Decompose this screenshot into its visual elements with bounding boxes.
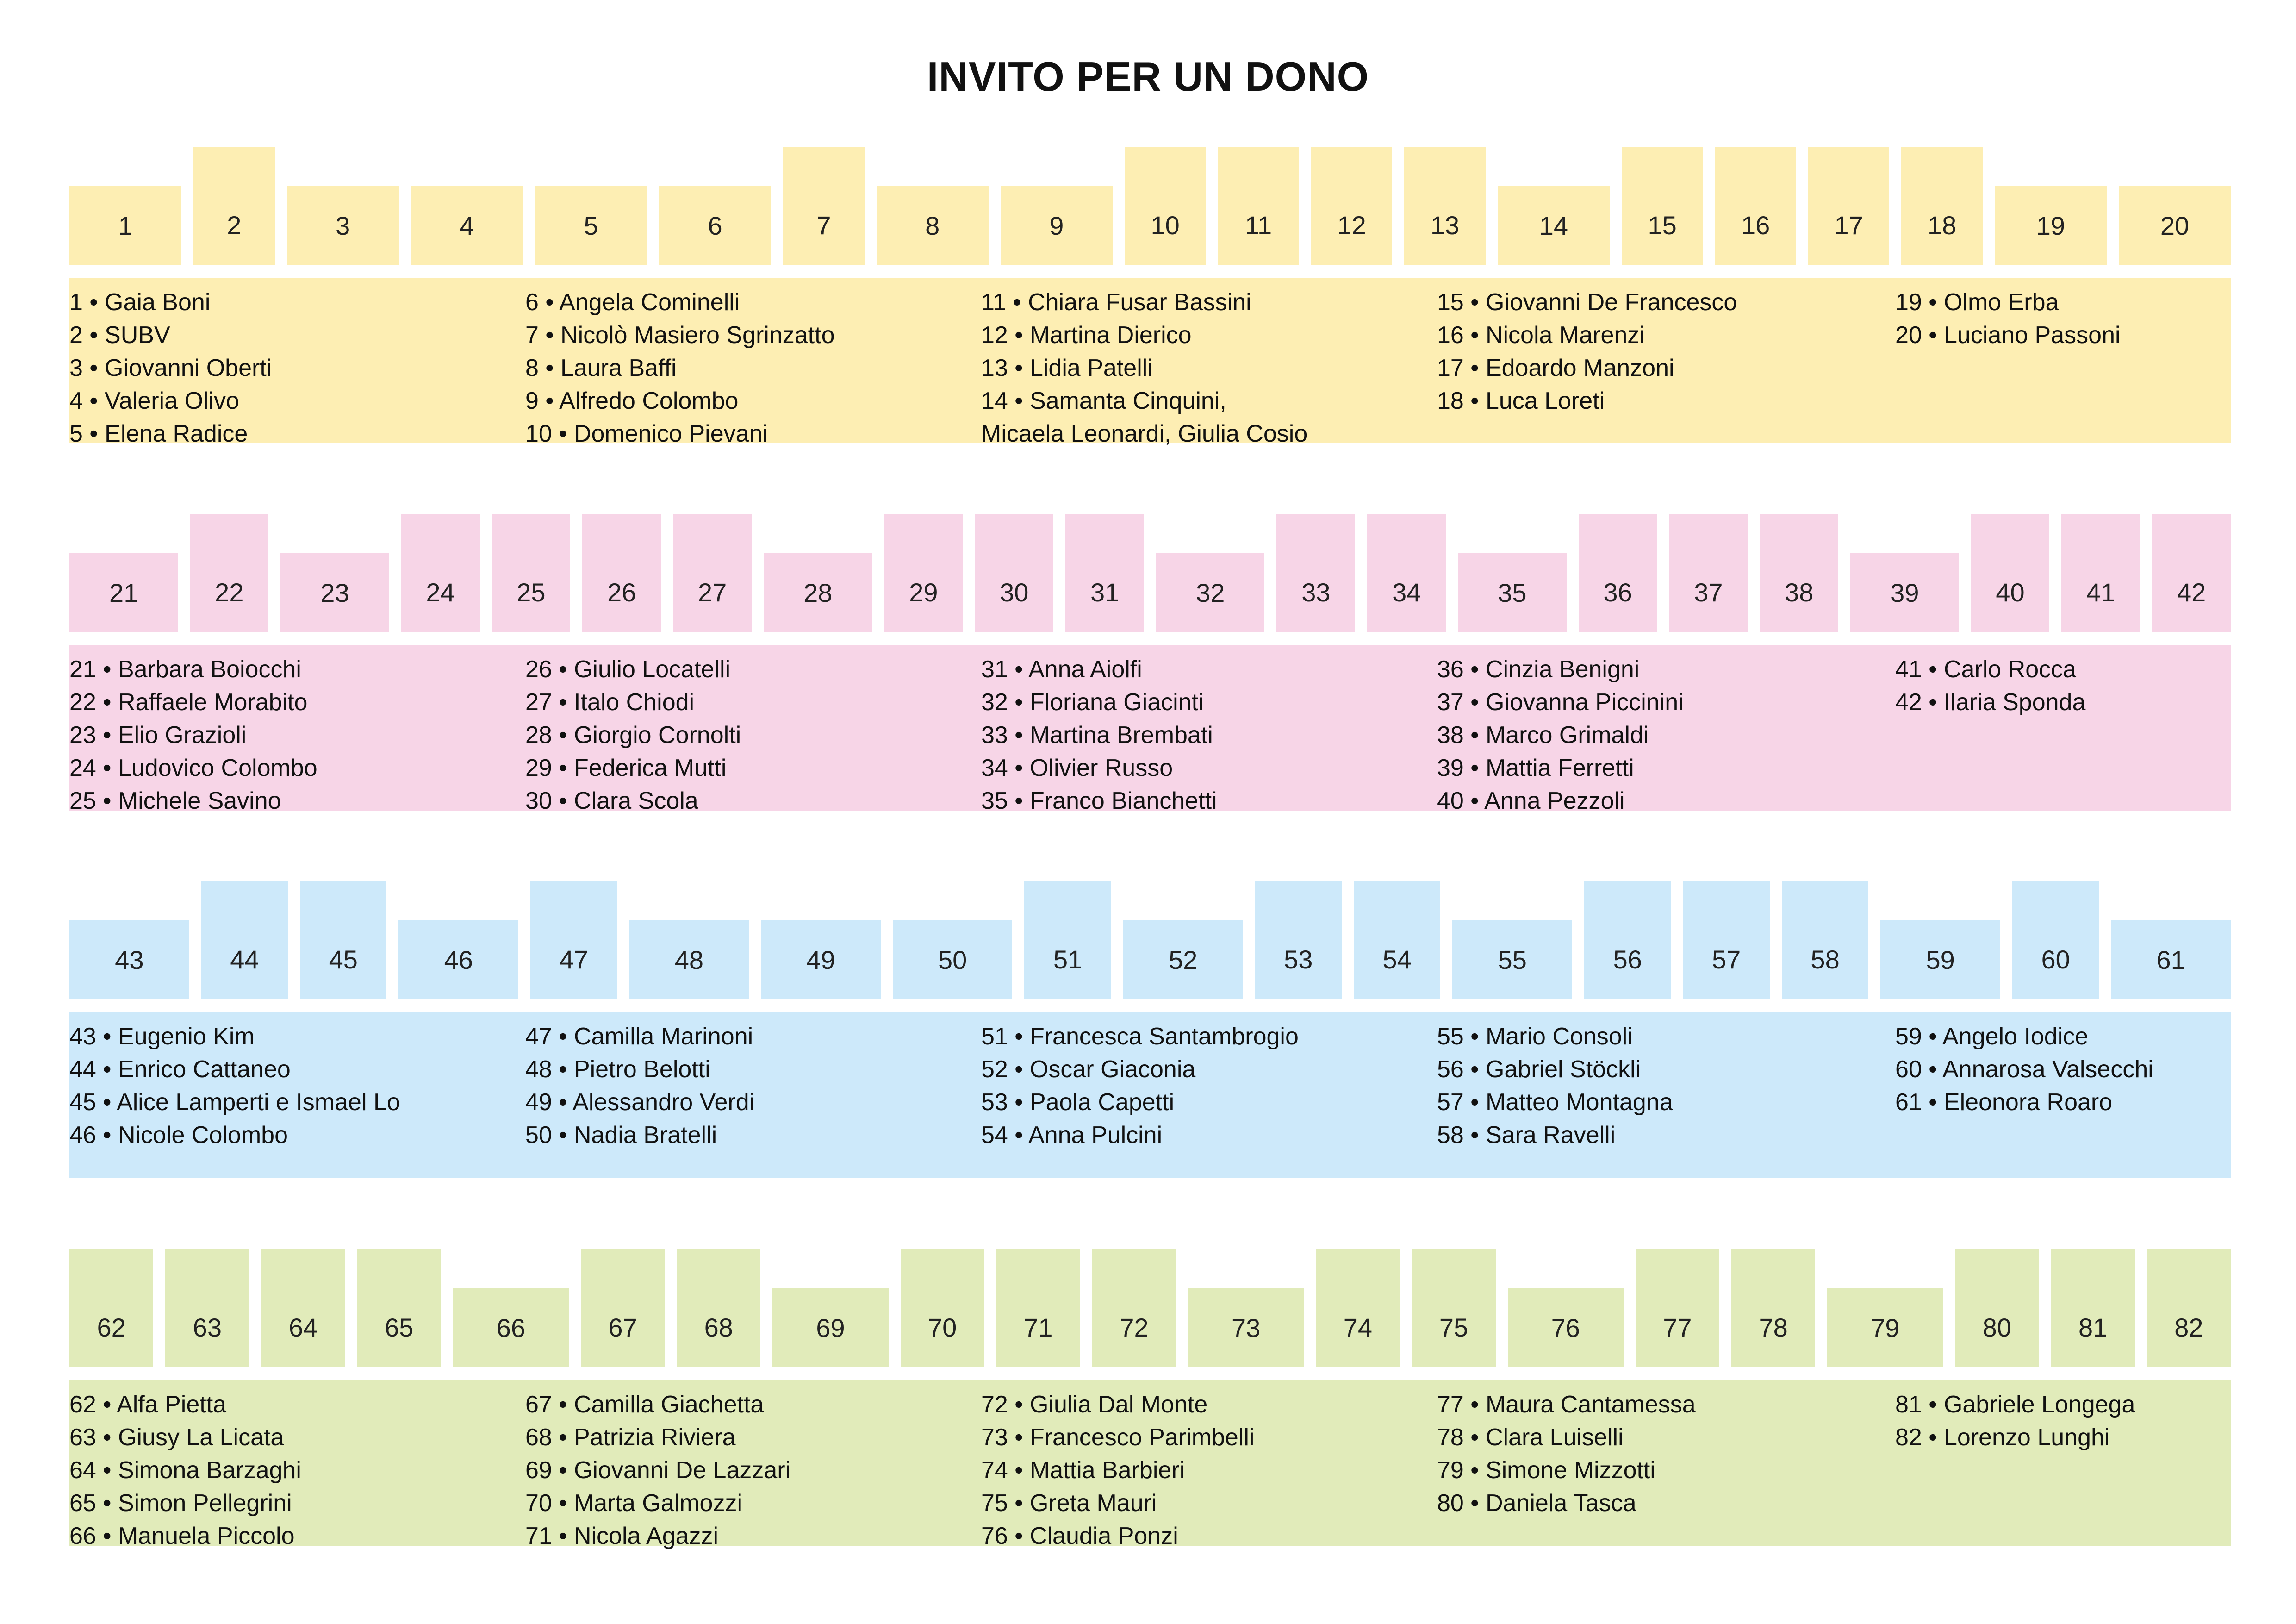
gift-box-number: 41 <box>2086 578 2116 607</box>
name-entry: 40 • Anna Pezzoli <box>1437 787 1625 814</box>
gift-box-number: 65 <box>385 1313 414 1342</box>
name-entry: 14 • Samanta Cinquini, <box>981 387 1226 414</box>
gift-box-number: 4 <box>460 211 474 240</box>
gift-box-number: 7 <box>816 211 831 240</box>
gift-box-37 <box>1669 514 1748 632</box>
gift-box-32 <box>1156 553 1264 632</box>
gift-box-number: 13 <box>1430 211 1460 240</box>
name-entry: 48 • Pietro Belotti <box>525 1056 710 1083</box>
gift-box-20 <box>2119 186 2231 265</box>
name-column <box>1895 1388 2135 1454</box>
gift-box-number: 38 <box>1785 578 1814 607</box>
gift-box-number: 66 <box>496 1313 526 1343</box>
name-entry: 11 • Chiara Fusar Bassini <box>981 289 1251 316</box>
gift-box-number: 51 <box>1053 945 1083 974</box>
gift-box-2 <box>193 147 274 265</box>
name-entry: 58 • Sara Ravelli <box>1437 1122 1616 1149</box>
name-entry: 19 • Olmo Erba <box>1895 289 2059 316</box>
gift-box-number: 14 <box>1539 211 1568 240</box>
name-entry: 23 • Elio Grazioli <box>69 722 247 749</box>
name-entry: 33 • Martina Brembati <box>981 722 1213 749</box>
gift-box-number: 43 <box>115 945 144 974</box>
name-column <box>1895 653 2085 719</box>
name-entry: 18 • Luca Loreti <box>1437 387 1605 414</box>
gift-box-number: 18 <box>1927 211 1957 240</box>
name-entry: 52 • Oscar Giaconia <box>981 1056 1196 1083</box>
gift-box-number: 56 <box>1613 945 1642 974</box>
name-list-band <box>69 1380 2231 1549</box>
gift-box-number: 47 <box>559 945 588 974</box>
gift-box-28 <box>764 553 872 632</box>
gift-box-number: 35 <box>1498 578 1527 607</box>
name-entry: 78 • Clara Luiselli <box>1437 1424 1624 1451</box>
gift-box-number: 10 <box>1151 211 1180 240</box>
name-entry: 9 • Alfredo Colombo <box>525 387 739 414</box>
gift-box-14 <box>1498 186 1610 265</box>
gift-box-25 <box>492 514 571 632</box>
name-entry: 54 • Anna Pulcini <box>981 1122 1163 1149</box>
name-column <box>981 286 1307 450</box>
gift-box-5 <box>535 186 647 265</box>
name-entry: 77 • Maura Cantamessa <box>1437 1391 1696 1418</box>
gift-box-63 <box>165 1249 249 1367</box>
name-list-band <box>69 278 2231 447</box>
gift-box-33 <box>1276 514 1355 632</box>
gift-box-number: 64 <box>288 1313 318 1342</box>
name-entry: 27 • Italo Chiodi <box>525 689 695 716</box>
gift-box-number: 37 <box>1694 578 1723 607</box>
gift-box-number: 23 <box>320 578 349 607</box>
gift-box-10 <box>1125 147 1206 265</box>
gift-box-62 <box>69 1249 153 1367</box>
gift-box-number: 57 <box>1712 945 1741 974</box>
gift-box-3 <box>287 186 399 265</box>
gift-box-27 <box>673 514 752 632</box>
gift-box-number: 48 <box>674 945 704 974</box>
name-entry: 17 • Edoardo Manzoni <box>1437 355 1674 381</box>
name-entry: 41 • Carlo Rocca <box>1895 656 2077 683</box>
name-entry: 57 • Matteo Montagna <box>1437 1089 1673 1116</box>
gift-box-48 <box>629 920 749 999</box>
gift-box-76 <box>1508 1288 1624 1367</box>
gift-box-64 <box>261 1249 345 1367</box>
gift-box-57 <box>1683 881 1769 999</box>
gift-box-number: 68 <box>704 1313 733 1342</box>
gift-box-number: 40 <box>1996 578 2025 607</box>
gift-box-17 <box>1808 147 1889 265</box>
name-entry: 45 • Alice Lamperti e Ismael Lo <box>69 1089 400 1116</box>
name-entry: 55 • Mario Consoli <box>1437 1023 1633 1050</box>
gift-box-65 <box>357 1249 441 1367</box>
page-title: INVITO PER UN DONO <box>927 54 1369 100</box>
gift-box-number: 21 <box>109 578 138 607</box>
gift-box-23 <box>280 553 389 632</box>
gift-box-44 <box>201 881 288 999</box>
gift-box-number: 31 <box>1090 578 1120 607</box>
name-entry: 59 • Angelo Iodice <box>1895 1023 2089 1050</box>
gift-box-number: 46 <box>444 945 473 974</box>
gift-box-row <box>69 879 2231 999</box>
gift-box-50 <box>893 920 1013 999</box>
gift-box-49 <box>761 920 881 999</box>
gift-box-30 <box>975 514 1053 632</box>
gift-box-68 <box>677 1249 760 1367</box>
gift-box-1 <box>69 186 181 265</box>
name-entry: 43 • Eugenio Kim <box>69 1023 255 1050</box>
gift-box-42 <box>2152 514 2231 632</box>
gift-box-54 <box>1354 881 1440 999</box>
name-entry: 61 • Eleonora Roaro <box>1895 1089 2113 1116</box>
name-column <box>69 653 317 818</box>
name-entry: 28 • Giorgio Cornolti <box>525 722 741 749</box>
name-entry: 22 • Raffaele Morabito <box>69 689 308 716</box>
name-entry: 24 • Ludovico Colombo <box>69 755 317 781</box>
gift-box-number: 81 <box>2078 1313 2108 1342</box>
gift-box-number: 28 <box>803 578 833 607</box>
gift-box-number: 82 <box>2174 1313 2203 1342</box>
gift-box-number: 32 <box>1196 578 1225 607</box>
name-entry: 15 • Giovanni De Francesco <box>1437 289 1737 316</box>
gift-box-number: 11 <box>1245 211 1272 240</box>
name-entry: 51 • Francesca Santambrogio <box>981 1023 1299 1050</box>
gift-box-number: 67 <box>608 1313 637 1342</box>
name-entry: Micaela Leonardi, Giulia Cosio <box>981 420 1308 447</box>
gift-box-number: 33 <box>1301 578 1331 607</box>
gift-box-4 <box>411 186 523 265</box>
gift-box-number: 22 <box>215 578 244 607</box>
name-column <box>525 653 741 818</box>
gift-box-number: 25 <box>516 578 546 607</box>
name-entry: 81 • Gabriele Longega <box>1895 1391 2135 1418</box>
name-column <box>1437 653 1684 818</box>
name-entry: 53 • Paola Capetti <box>981 1089 1175 1116</box>
gift-box-number: 61 <box>2156 945 2185 974</box>
name-entry: 37 • Giovanna Piccinini <box>1437 689 1684 716</box>
gift-box-6 <box>659 186 771 265</box>
gift-box-9 <box>1001 186 1113 265</box>
gift-box-number: 54 <box>1382 945 1412 974</box>
name-column <box>69 1020 400 1152</box>
gift-box-13 <box>1404 147 1485 265</box>
name-entry: 12 • Martina Dierico <box>981 322 1192 349</box>
gift-box-number: 59 <box>1926 945 1955 974</box>
gift-box-number: 9 <box>1049 211 1064 240</box>
name-entry: 26 • Giulio Locatelli <box>525 656 731 683</box>
name-entry: 79 • Simone Mizzotti <box>1437 1457 1655 1484</box>
gift-box-number: 73 <box>1232 1313 1261 1343</box>
name-entry: 60 • Annarosa Valsecchi <box>1895 1056 2153 1083</box>
name-entry: 56 • Gabriel Stöckli <box>1437 1056 1641 1083</box>
name-entry: 32 • Floriana Giacinti <box>981 689 1204 716</box>
gift-box-74 <box>1316 1249 1400 1367</box>
gift-box-number: 72 <box>1120 1313 1149 1342</box>
gift-box-21 <box>69 553 178 632</box>
gift-box-69 <box>772 1288 888 1367</box>
name-entry: 2 • SUBV <box>69 322 170 349</box>
gift-box-number: 19 <box>2036 211 2066 240</box>
name-entry: 7 • Nicolò Masiero Sgrinzatto <box>525 322 835 349</box>
name-entry: 80 • Daniela Tasca <box>1437 1490 1636 1517</box>
gift-box-number: 30 <box>1000 578 1029 607</box>
name-column <box>1437 1388 1696 1520</box>
gift-box-58 <box>1782 881 1868 999</box>
gift-box-67 <box>581 1249 665 1367</box>
gift-box-47 <box>530 881 617 999</box>
name-entry: 30 • Clara Scola <box>525 787 698 814</box>
name-entry: 25 • Michele Savino <box>69 787 281 814</box>
gift-box-number: 24 <box>426 578 455 607</box>
name-column <box>981 653 1217 818</box>
gift-box-26 <box>582 514 661 632</box>
gift-box-43 <box>69 920 189 999</box>
gift-box-number: 80 <box>1982 1313 2012 1342</box>
gift-box-55 <box>1452 920 1572 999</box>
gift-box-70 <box>901 1249 984 1367</box>
name-column <box>525 286 834 450</box>
gift-box-number: 12 <box>1337 211 1366 240</box>
name-entry: 62 • Alfa Pietta <box>69 1391 227 1418</box>
name-entry: 42 • Ilaria Sponda <box>1895 689 2086 716</box>
gift-box-12 <box>1311 147 1392 265</box>
name-entry: 68 • Patrizia Riviera <box>525 1424 736 1451</box>
gift-box-number: 5 <box>584 211 598 240</box>
gift-box-75 <box>1412 1249 1495 1367</box>
name-entry: 35 • Franco Bianchetti <box>981 787 1217 814</box>
gift-box-22 <box>190 514 268 632</box>
name-entry: 71 • Nicola Agazzi <box>525 1523 719 1549</box>
name-entry: 16 • Nicola Marenzi <box>1437 322 1645 349</box>
name-column <box>69 1388 301 1553</box>
name-entry: 38 • Marco Grimaldi <box>1437 722 1649 749</box>
name-entry: 74 • Mattia Barbieri <box>981 1457 1185 1484</box>
name-entry: 31 • Anna Aiolfi <box>981 656 1142 683</box>
name-column <box>525 1020 754 1152</box>
name-list-band <box>69 645 2231 814</box>
name-entry: 1 • Gaia Boni <box>69 289 211 316</box>
gift-box-number: 50 <box>938 945 967 974</box>
gift-box-number: 44 <box>230 945 259 974</box>
gift-box-46 <box>398 920 518 999</box>
gift-box-number: 2 <box>227 211 242 240</box>
gift-box-80 <box>1955 1249 2039 1367</box>
gift-box-number: 17 <box>1834 211 1863 240</box>
gift-box-73 <box>1188 1288 1304 1367</box>
name-entry: 39 • Mattia Ferretti <box>1437 755 1634 781</box>
name-entry: 72 • Giulia Dal Monte <box>981 1391 1208 1418</box>
gift-box-number: 27 <box>698 578 727 607</box>
gift-box-number: 60 <box>2041 945 2070 974</box>
gift-box-row <box>69 144 2231 265</box>
gift-box-number: 71 <box>1024 1313 1053 1342</box>
name-column <box>1895 286 2121 352</box>
name-entry: 70 • Marta Galmozzi <box>525 1490 743 1517</box>
gift-box-number: 70 <box>927 1313 957 1342</box>
name-entry: 46 • Nicole Colombo <box>69 1122 288 1149</box>
gift-box-number: 79 <box>1871 1313 1900 1343</box>
gift-box-45 <box>300 881 386 999</box>
gift-box-61 <box>2111 920 2231 999</box>
name-entry: 69 • Giovanni De Lazzari <box>525 1457 791 1484</box>
name-entry: 20 • Luciano Passoni <box>1895 322 2121 349</box>
name-entry: 76 • Claudia Ponzi <box>981 1523 1178 1549</box>
gift-box-7 <box>783 147 864 265</box>
name-column <box>1437 1020 1673 1152</box>
name-entry: 65 • Simon Pellegrini <box>69 1490 292 1517</box>
gift-box-38 <box>1760 514 1838 632</box>
gift-box-number: 52 <box>1169 945 1198 974</box>
name-column <box>1437 286 1737 418</box>
name-column <box>69 286 272 450</box>
gift-box-71 <box>996 1249 1080 1367</box>
name-entry: 44 • Enrico Cattaneo <box>69 1056 291 1083</box>
gift-box-52 <box>1123 920 1243 999</box>
gift-box-number: 20 <box>2160 211 2190 240</box>
gift-box-number: 45 <box>329 945 358 974</box>
gift-box-number: 8 <box>925 211 940 240</box>
name-entry: 3 • Giovanni Oberti <box>69 355 272 381</box>
gift-box-number: 36 <box>1603 578 1632 607</box>
gift-box-number: 42 <box>2177 578 2206 607</box>
gift-box-36 <box>1579 514 1657 632</box>
name-entry: 36 • Cinzia Benigni <box>1437 656 1640 683</box>
gift-box-number: 26 <box>607 578 636 607</box>
gift-box-16 <box>1715 147 1796 265</box>
gift-box-34 <box>1367 514 1446 632</box>
gift-box-number: 74 <box>1343 1313 1372 1342</box>
gift-box-number: 34 <box>1392 578 1421 607</box>
name-entry: 10 • Domenico Pievani <box>525 420 768 447</box>
name-entry: 13 • Lidia Patelli <box>981 355 1153 381</box>
gift-box-number: 16 <box>1741 211 1770 240</box>
gift-box-11 <box>1218 147 1299 265</box>
gift-box-79 <box>1827 1288 1943 1367</box>
name-entry: 4 • Valeria Olivo <box>69 387 239 414</box>
name-column <box>981 1388 1254 1553</box>
gift-box-24 <box>401 514 480 632</box>
gift-box-19 <box>1995 186 2107 265</box>
gift-box-82 <box>2147 1249 2231 1367</box>
gift-box-number: 62 <box>97 1313 126 1342</box>
gift-box-60 <box>2012 881 2099 999</box>
gift-box-number: 69 <box>816 1313 845 1343</box>
gift-box-number: 77 <box>1663 1313 1692 1342</box>
gift-box-39 <box>1850 553 1959 632</box>
gift-box-number: 39 <box>1890 578 1919 607</box>
gift-box-59 <box>1880 920 2000 999</box>
gift-box-number: 76 <box>1551 1313 1580 1343</box>
gift-box-53 <box>1255 881 1342 999</box>
gift-box-number: 1 <box>118 211 133 240</box>
name-entry: 8 • Laura Baffi <box>525 355 677 381</box>
name-entry: 67 • Camilla Giachetta <box>525 1391 764 1418</box>
gift-box-number: 15 <box>1648 211 1677 240</box>
name-entry: 34 • Olivier Russo <box>981 755 1173 781</box>
gift-box-number: 6 <box>708 211 722 240</box>
name-entry: 63 • Giusy La Licata <box>69 1424 284 1451</box>
gift-box-18 <box>1901 147 1982 265</box>
gift-box-72 <box>1092 1249 1176 1367</box>
gift-box-78 <box>1731 1249 1815 1367</box>
gift-box-8 <box>877 186 989 265</box>
gift-box-31 <box>1065 514 1144 632</box>
gift-box-66 <box>453 1288 569 1367</box>
name-entry: 66 • Manuela Piccolo <box>69 1523 295 1549</box>
name-entry: 6 • Angela Cominelli <box>525 289 740 316</box>
gift-box-40 <box>1971 514 2050 632</box>
gift-box-number: 29 <box>909 578 938 607</box>
name-entry: 47 • Camilla Marinoni <box>525 1023 753 1050</box>
name-entry: 49 • Alessandro Verdi <box>525 1089 755 1116</box>
gift-box-row <box>69 1247 2231 1367</box>
gift-box-number: 58 <box>1811 945 1840 974</box>
name-entry: 64 • Simona Barzaghi <box>69 1457 301 1484</box>
gift-box-number: 3 <box>336 211 350 240</box>
name-column <box>525 1388 790 1553</box>
gift-box-number: 53 <box>1284 945 1313 974</box>
gift-box-number: 78 <box>1759 1313 1788 1342</box>
gift-box-number: 63 <box>193 1313 222 1342</box>
name-entry: 21 • Barbara Boiocchi <box>69 656 301 683</box>
name-entry: 5 • Elena Radice <box>69 420 248 447</box>
name-entry: 29 • Federica Mutti <box>525 755 727 781</box>
gift-box-41 <box>2061 514 2140 632</box>
gift-box-51 <box>1024 881 1111 999</box>
gift-box-15 <box>1622 147 1703 265</box>
gift-box-number: 55 <box>1498 945 1527 974</box>
name-column <box>981 1020 1299 1152</box>
gift-box-row <box>69 512 2231 632</box>
name-column <box>1895 1020 2153 1119</box>
name-entry: 73 • Francesco Parimbelli <box>981 1424 1255 1451</box>
gift-box-35 <box>1458 553 1566 632</box>
gift-box-56 <box>1584 881 1671 999</box>
gift-box-29 <box>884 514 963 632</box>
gift-box-77 <box>1636 1249 1719 1367</box>
gift-box-number: 75 <box>1439 1313 1468 1342</box>
name-list-band <box>69 1012 2231 1178</box>
gift-box-number: 49 <box>806 945 835 974</box>
name-entry: 82 • Lorenzo Lunghi <box>1895 1424 2110 1451</box>
gift-box-81 <box>2051 1249 2135 1367</box>
name-entry: 75 • Greta Mauri <box>981 1490 1157 1517</box>
name-entry: 50 • Nadia Bratelli <box>525 1122 717 1149</box>
